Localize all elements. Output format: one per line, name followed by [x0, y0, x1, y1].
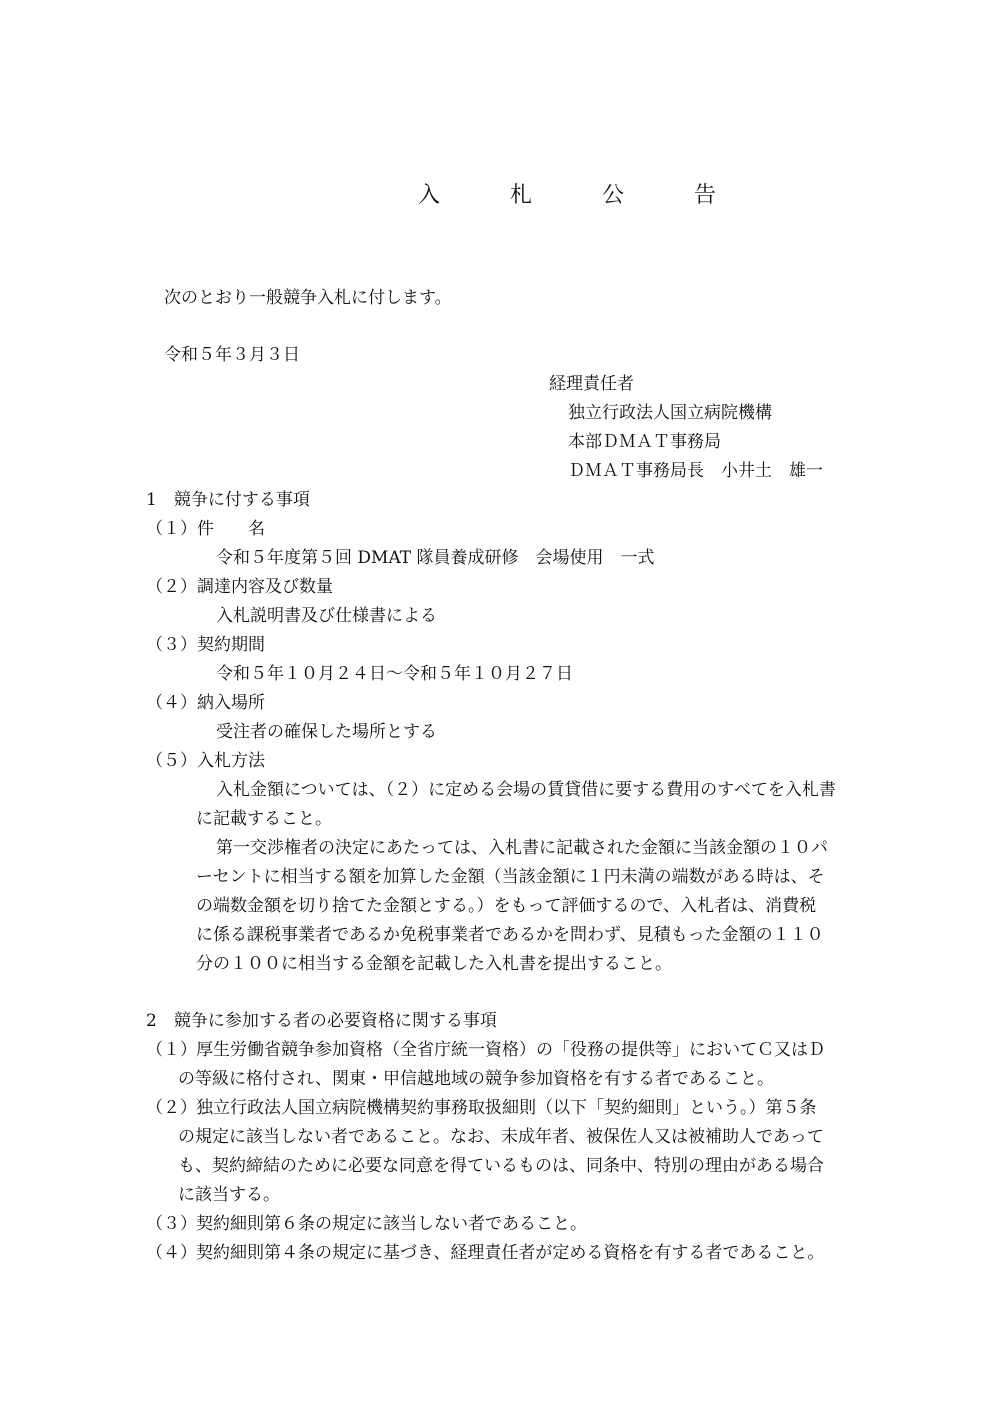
section2-heading: 2 競争に参加する者の必要資格に関する事項 [146, 1011, 497, 1031]
s2-item4-line: 契約細則第４条の規定に基づき、経理責任者が定める資格を有する者であること。 [196, 1243, 825, 1263]
s1-item1-label: （１）件 名 [146, 519, 265, 539]
s2-item2-line: の規定に該当しない者であること。なお、未成年者、被保佐人又は被補助人であって [178, 1127, 824, 1147]
s1-item5-line: 入札金額については、（２）に定める会場の賃貸借に要する費用のすべてを入札書 [216, 780, 836, 800]
s1-item1-line: 令和５年度第５回 DMAT 隊員養成研修 会場使用 一式 [216, 548, 655, 568]
s2-item3-label: （３） [146, 1214, 197, 1234]
s1-item5-line: の端数金額を切り捨てた金額とする。）をもって評価するので、入札者は、消費税 [196, 896, 817, 916]
s1-item5-line: に記載すること。 [196, 809, 332, 829]
s1-item5-label: （５）入札方法 [146, 751, 265, 771]
s1-item5-line: 第一交渉権者の決定にあたっては、入札書に記載された金額に当該金額の１０パ [216, 838, 828, 858]
s1-item4-line: 受注者の確保した場所とする [216, 722, 437, 742]
s2-item2-line: に該当する。 [178, 1185, 280, 1205]
s1-item2-line: 入札説明書及び仕様書による [216, 606, 437, 626]
issuer-name: ＤＭＡＴ事務局長 小井土 雄一 [568, 461, 823, 481]
s1-item2-label: （２）調達内容及び数量 [146, 577, 333, 597]
s1-item3-line: 令和５年１０月２４日～令和５年１０月２７日 [216, 664, 573, 684]
intro-text: 次のとおり一般競争入札に付します。 [164, 288, 452, 308]
s1-item5-line: 分の１００に相当する金額を記載した入札書を提出すること。 [196, 954, 672, 974]
s2-item1-label: （１） [146, 1040, 197, 1060]
s2-item1-line: 厚生労働省競争参加資格（全省庁統一資格）の「役務の提供等」においてＣ又はＤ [196, 1040, 825, 1060]
s1-item3-label: （３）契約期間 [146, 635, 265, 655]
s2-item4-label: （４） [146, 1243, 197, 1263]
s2-item1-line: の等級に格付され、関東・甲信越地域の競争参加資格を有する者であること。 [178, 1069, 775, 1089]
issuer-dept: 本部ＤＭＡＴ事務局 [568, 432, 721, 452]
issuer-role: 経理責任者 [549, 374, 634, 394]
s2-item2-line: も、契約締結のために必要な同意を得ているものは、同条中、特別の理由がある場合 [178, 1156, 824, 1176]
s2-item3-line: 契約細則第６条の規定に該当しない者であること。 [196, 1214, 587, 1234]
s2-item2-line: 独立行政法人国立病院機構契約事務取扱細則（以下「契約細則」という。）第５条 [196, 1098, 817, 1118]
notice-date: 令和５年３月３日 [164, 345, 300, 365]
issuer-org: 独立行政法人国立病院機構 [568, 403, 772, 423]
page-title: 入 札 公 告 [418, 183, 741, 208]
section1-heading: 1 競争に付する事項 [146, 490, 310, 510]
s2-item2-label: （２） [146, 1098, 197, 1118]
s1-item5-line: ーセントに相当する額を加算した金額（当該金額に１円未満の端数がある時は、そ [196, 867, 825, 887]
s1-item4-label: （４）納入場所 [146, 693, 265, 713]
s1-item5-line: に係る課税事業者であるか免税事業者であるかを問わず、見積もった金額の１１０ [196, 925, 824, 945]
